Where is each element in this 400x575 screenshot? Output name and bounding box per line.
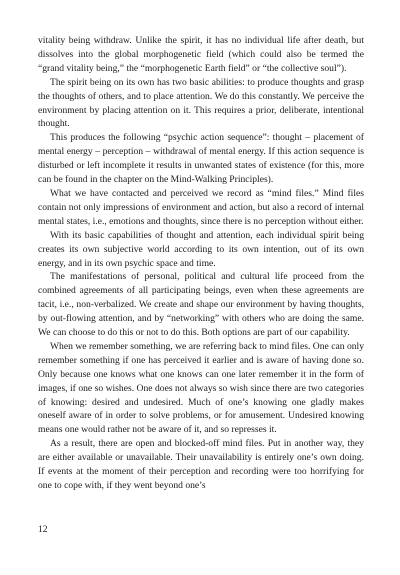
paragraph: As a result, there are open and blocked-off mind files. Put in another way, they are either available or unavailable. Their unavailability is entirely one’s own doing. If events at the moment of their perception and recording were too horrifying for one to cope with, if they went beyond one’s: [38, 438, 364, 491]
body-text: [38, 34, 364, 493]
paragraph: This produces the following “psychic action sequence”: thought – placement of mental energy – perception – withdrawal of mental energy. If this action sequence is disturbed or left incomplete it results in unwanted states of existence (for this, more can be found in the chapter on the Mind-Walking Principles).: [38, 132, 364, 186]
paragraph: With its basic capabilities of thought and attention, each individual spirit being creates its own subjective world according to its own intention, out of its own energy, and in its own psychic space and time.: [38, 229, 364, 269]
page-number: 12: [38, 524, 48, 535]
paragraph: When we remember something, we are referring back to mind files. One can only remember something if one has perceived it earlier and is aware of having done so. Only because one knows what one knows can one later remember it in the form of images, if one so wishes. One does not always so wish since there are two categories of knowing: desired and undesired. Much of one’s knowing one gladly makes oneself aware of in order to solve problems, or for amusement. Undesired knowing means one would rather not be aware of it, and so represses it.: [38, 340, 364, 436]
paragraph: The manifestations of personal, political and cultural life proceed from the combined agreements of all participating beings, even when these agreements are tacit, i.e., non-verbalized. We create and shape our environment by having thoughts, by out-flowing attention, and by “networking” with others who are doing the same. We can choose to do this or not to do this. Both options are part of our capability.: [38, 271, 364, 339]
paragraph-continuation: vitality being withdraw. Unlike the spirit, it has no individual life after death, but dissolves into the global morphogenetic field (which could also be termed the “grand vitality being,” the “morphogenetic Earth field” or “the collective soul”).: [38, 35, 364, 74]
paragraph: What we have contacted and perceived we record as “mind files.” Mind files contain not only impressions of environment and action, but also a record of internal mental states, i.e., emotions and thoughts, since there is no perception without either.: [38, 187, 364, 227]
paragraph: The spirit being on its own has two basic abilities: to produce thoughts and grasp the thoughts of others, and to place attention. We do this constantly. We perceive the environment by placing attention on it. This requires a prior, deliberate, intentional thought.: [38, 76, 364, 130]
